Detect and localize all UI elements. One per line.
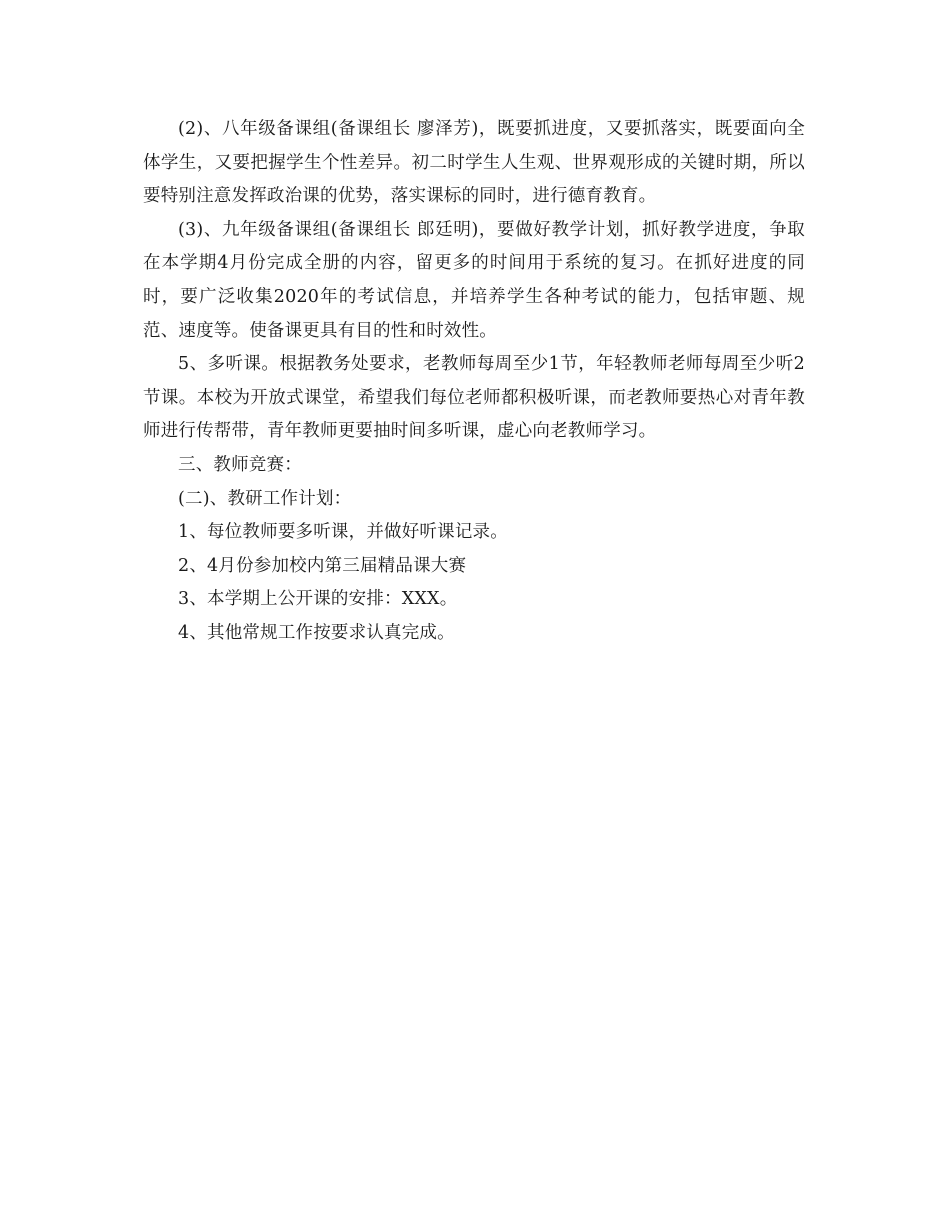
paragraph-attend-lessons: 5、多听课。根据教务处要求，老教师每周至少1节，年轻教师老师每周至少听2节课。本校为开放式课堂，希望我们每位老师都积极听课，而老教师要热心对青年教师进行传帮带，青年教师更要抽时间多听课，虚心向老教师学习。 [143, 354, 805, 442]
paragraph-grade9-group: (3)、九年级备课组(备课组长 郎廷明)，要做好教学计划，抓好教学进度，争取在本学期4月份完成全册的内容，留更多的时间用于系统的复习。在抓好进度的同时，要广泛收集2020年的考试信息，并培养学生各种考试的能力，包括审题、规范、速度等。使备课更具有目的性和时效性。 [143, 219, 805, 341]
list-item: 4、其他常规工作按要求认真完成。 [178, 622, 455, 643]
section-heading-teacher-competition: 三、教师竞赛： [178, 454, 302, 475]
list-item: 2、4月份参加校内第三届精品课大赛 [178, 555, 467, 576]
list-item: 3、本学期上公开课的安排：XXX。 [178, 589, 458, 610]
document-body [143, 113, 805, 651]
paragraph-grade8-group: (2)、八年级备课组(备课组长 廖泽芳)，既要抓进度，又要抓落实，既要面向全体学生，又要把握学生个性差异。初二时学生人生观、世界观形成的关键时期，所以要特别注意发挥政治课的优势，落实课标的同时，进行德育教育。 [143, 119, 805, 207]
list-item: 1、每位教师要多听课，并做好听课记录。 [178, 522, 508, 543]
subsection-heading-research-plan: (二)、教研工作计划： [178, 488, 352, 509]
